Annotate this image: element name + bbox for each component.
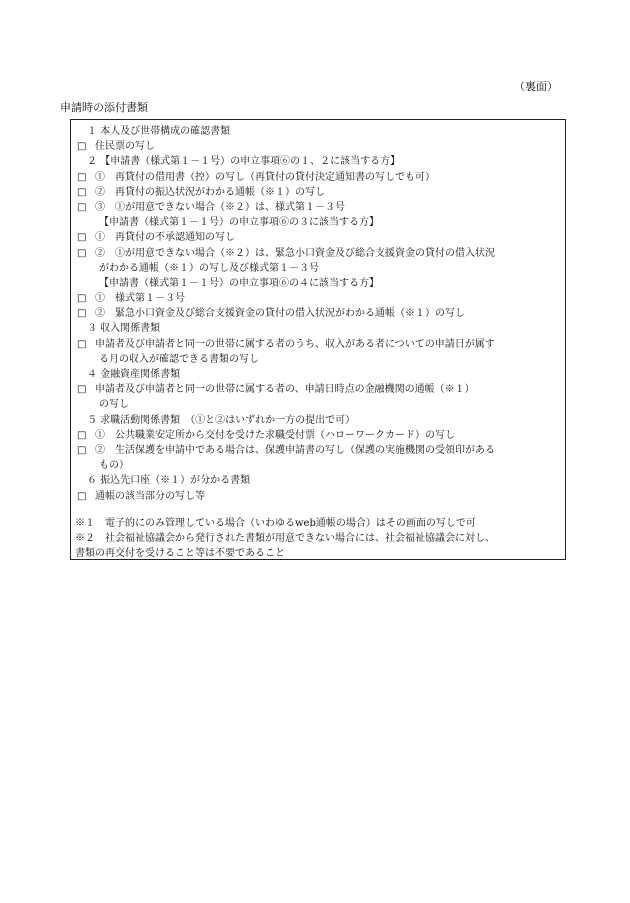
list-line <box>75 170 561 185</box>
line-text: 申請者及び申請者と同一の世帯に属する者の、申請日時点の金融機関の通帳（※１） <box>95 384 475 396</box>
line-text: ① 様式第１－３号 <box>95 293 185 305</box>
line-text: ２ 【申請書（様式第１－１号）の申立事項⑥の１、２に該当する方】 <box>87 156 401 168</box>
checkbox-mark: □ <box>77 293 87 305</box>
line-text: 住民票の写し <box>95 141 155 153</box>
checkbox-mark: □ <box>77 171 87 183</box>
checkbox-mark: □ <box>77 444 87 456</box>
line-text: ※２ 社会福祉協議会から発行された書類が用意できない場合には、社会福祉協議会に対し、 <box>75 532 495 544</box>
list-line <box>75 291 561 306</box>
list-line <box>75 458 561 473</box>
list-line <box>75 413 561 428</box>
list-line <box>75 337 561 352</box>
list-line <box>75 215 561 230</box>
list-line <box>75 367 561 382</box>
line-text: の写し <box>99 399 129 411</box>
line-text: ５ 求職活動関係書類 （①と②はいずれか一方の提出で可） <box>87 414 356 426</box>
list-line <box>75 261 561 276</box>
list-line <box>75 382 561 397</box>
line-text: 申請者及び申請者と同一の世帯に属する者のうち、収入がある者についての申請日が属す <box>95 338 495 350</box>
list-line <box>75 321 561 336</box>
line-text: もの） <box>99 460 129 472</box>
checkbox-mark: □ <box>77 247 87 259</box>
document-title: 申請時の添付書類 <box>60 101 148 114</box>
checkbox-mark: □ <box>77 186 87 198</box>
list-line <box>75 124 561 139</box>
line-text: がわかる通帳（※１）の写し及び様式第１－３号 <box>99 262 319 274</box>
list-line <box>75 473 561 488</box>
line-text: ② ①が用意できない場合（※２）は、緊急小口資金及び総合支援資金の貸付の借入状況 <box>95 247 495 259</box>
list-line <box>75 546 561 560</box>
list-line <box>75 276 561 291</box>
line-text: ４ 金融資産関係書類 <box>87 369 181 380</box>
line-text: ③ ①が用意できない場合（※２）は、様式第１－３号 <box>95 201 345 213</box>
list-line <box>75 489 561 504</box>
list-line <box>75 139 561 154</box>
list-line <box>75 516 561 531</box>
line-text: ３ 収入関係書類 <box>87 323 161 335</box>
list-line <box>75 185 561 200</box>
checkbox-mark: □ <box>77 201 87 213</box>
line-text: ① 再貸付の不承認通知の写し <box>95 232 235 244</box>
list-line <box>75 306 561 321</box>
list-line <box>75 352 561 367</box>
line-text: 【申請書（様式第１－１号）の申立事項⑥の３に該当する方】 <box>99 217 379 229</box>
list-line <box>75 230 561 245</box>
list-line <box>75 397 561 412</box>
list-line <box>75 531 561 546</box>
list-line <box>75 200 561 215</box>
line-text: ② 緊急小口資金及び総合支援資金の貸付の借入状況がわかる通帳（※１）の写し <box>95 308 465 320</box>
line-text: ② 再貸付の振込状況がわかる通帳（※１）の写し <box>95 186 325 198</box>
line-text: ※１ 電子的にのみ管理している場合（いわゆるweb通帳の場合）はその画面の写しで可 <box>75 517 476 529</box>
line-text: ６ 振込先口座（※１）が分かる書類 <box>87 475 251 487</box>
line-text: １ 本人及び世帯構成の確認書類 <box>87 126 231 137</box>
list-line <box>75 246 561 261</box>
spacer <box>75 504 561 516</box>
line-text: ① 公共職業安定所から交付を受けた求職受付票（ハローワークカード）の写し <box>95 429 455 441</box>
line-text: る月の収入が確認できる書類の写し <box>99 353 259 365</box>
line-text: 書類の再交付を受けること等は不要であること <box>75 548 285 560</box>
checkbox-mark: □ <box>77 338 87 350</box>
page-side-label: （裏面） <box>514 80 558 93</box>
checkbox-mark: □ <box>77 490 87 502</box>
list-line <box>75 154 561 169</box>
line-text: ② 生活保護を申請中である場合は、保護申請書の写し（保護の実施機関の受領印がある <box>95 444 495 456</box>
list-line <box>75 428 561 443</box>
checkbox-mark: □ <box>77 141 87 153</box>
checkbox-mark: □ <box>77 429 87 441</box>
line-text: 通帳の該当部分の写し等 <box>95 490 205 502</box>
checkbox-mark: □ <box>77 384 87 396</box>
checkbox-mark: □ <box>77 232 87 244</box>
attachment-list-box <box>70 119 566 560</box>
line-text: ① 再貸付の借用書（控）の写し（再貸付の貸付決定通知書の写しでも可） <box>95 171 435 183</box>
line-text: 【申請書（様式第１－１号）の申立事項⑥の４に該当する方】 <box>99 277 379 289</box>
list-line <box>75 443 561 458</box>
checkbox-mark: □ <box>77 308 87 320</box>
